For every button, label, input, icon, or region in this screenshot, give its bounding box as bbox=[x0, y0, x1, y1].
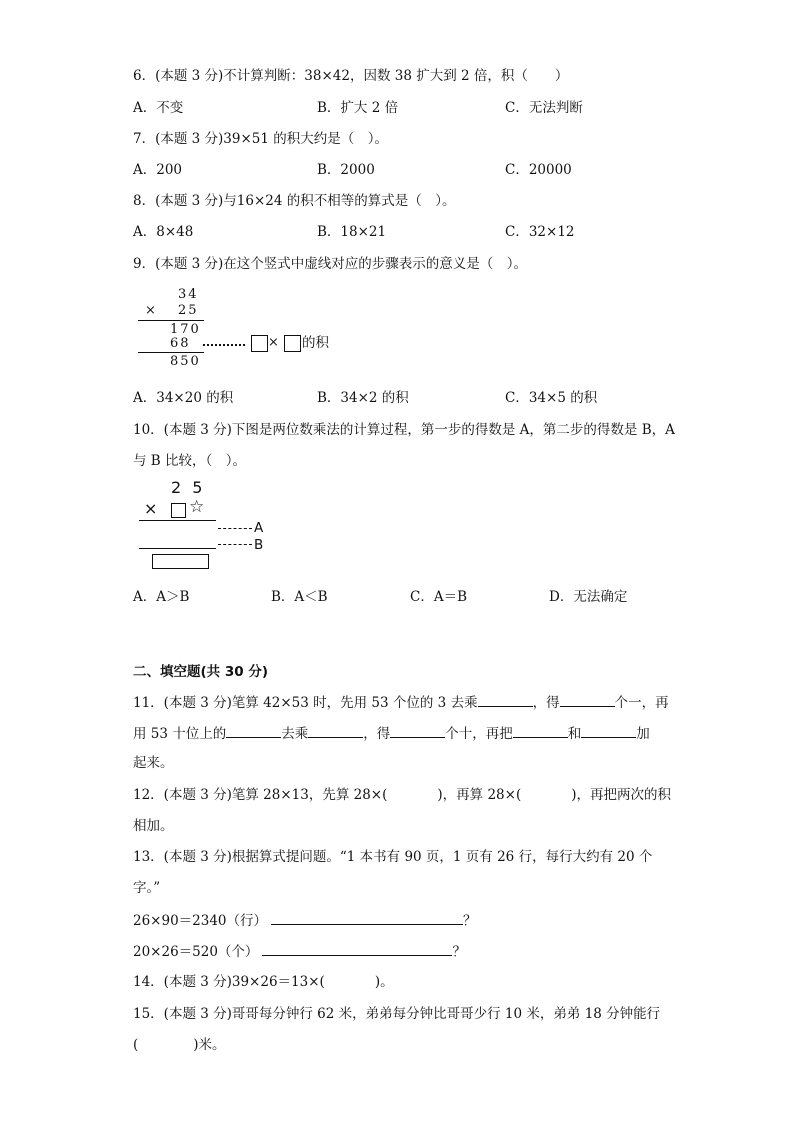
q13-line2: 字。” bbox=[133, 880, 161, 896]
q10-option-c[interactable]: C．A＝B bbox=[410, 589, 467, 605]
q10-stem-line1: 10．(本题 3 分)下图是两位数乘法的计算过程，第一步的得数是 A，第二步的得数是 B，A bbox=[133, 422, 675, 438]
q9-blank-box-1[interactable] bbox=[251, 335, 268, 352]
q11-blank-4[interactable] bbox=[308, 723, 363, 738]
q11-line1: 11．(本题 3 分)笔算 42×53 时，先用 53 个位的 3 去乘 ，得 个一，再 bbox=[133, 692, 669, 712]
q11-blank-6[interactable] bbox=[513, 723, 568, 738]
q13-question-blank-2[interactable] bbox=[262, 941, 452, 956]
q10-multiplicand: 2 5 bbox=[171, 478, 206, 497]
q7-option-b[interactable]: B．2000 bbox=[317, 162, 375, 178]
q8-stem: 8．(本题 3 分)与16×24 的积不相等的算式是（ ）。 bbox=[133, 193, 456, 209]
q9-partial-2: 68 bbox=[170, 336, 191, 351]
q10-dash-a bbox=[218, 528, 252, 529]
q11-blank-3[interactable] bbox=[226, 723, 281, 738]
q9-option-b[interactable]: B．34×2 的积 bbox=[317, 390, 409, 406]
q9-rule-2 bbox=[138, 352, 204, 353]
q9-times-small: × bbox=[268, 335, 279, 350]
q13-question-blank-1[interactable] bbox=[271, 910, 463, 925]
q7-stem: 7．(本题 3 分)39×51 的积大约是（ ）。 bbox=[133, 131, 389, 147]
q13-line1: 13．(本题 3 分)根据算式提问题。“1 本书有 90 页，1 页有 26 行，每行大约有 20 个 bbox=[133, 849, 653, 865]
q9-multiplier: 25 bbox=[178, 303, 199, 318]
q10-dash-b bbox=[218, 544, 252, 545]
q6-option-a[interactable]: A．不变 bbox=[133, 100, 184, 116]
q13-equation-1: 26×90＝2340（行） ？ bbox=[133, 910, 477, 930]
q9-blank-box-2[interactable] bbox=[284, 335, 301, 352]
q8-option-b[interactable]: B．18×21 bbox=[317, 224, 387, 240]
q10-rule-2 bbox=[139, 548, 216, 549]
q12-line2: 相加。 bbox=[133, 818, 174, 834]
q11-blank-5[interactable] bbox=[390, 723, 445, 738]
q10-star-icon: ☆ bbox=[189, 497, 205, 517]
q6-option-b[interactable]: B．扩大 2 倍 bbox=[317, 100, 399, 116]
q10-option-a[interactable]: A．A＞B bbox=[133, 589, 190, 605]
q9-suffix: 的积 bbox=[302, 335, 329, 351]
q9-option-c[interactable]: C．34×5 的积 bbox=[505, 390, 598, 406]
q15-line1: 15．(本题 3 分)哥哥每分钟行 62 米，弟弟每分钟比哥哥少行 10 米，弟弟 18 分钟能行 bbox=[133, 1006, 661, 1022]
q12-line1: 12．(本题 3 分)笔算 28×13，先算 28×( )，再算 28×( )，再把两次的积 bbox=[133, 787, 671, 803]
q10-blank-tens-box[interactable] bbox=[171, 503, 186, 518]
q11-line3: 起来。 bbox=[133, 755, 174, 771]
q10-times-sign: × bbox=[144, 499, 158, 518]
q7-option-c[interactable]: C．20000 bbox=[505, 162, 572, 178]
q9-dotted-pointer bbox=[203, 344, 245, 346]
q6-stem: 6．(本题 3 分)不计算判断：38×42，因数 38 扩大到 2 倍，积（ ） bbox=[133, 68, 569, 84]
q10-label-b: B bbox=[254, 537, 264, 553]
section-title-fill-in: 二、填空题(共 30 分) bbox=[133, 664, 269, 680]
q11-blank-2[interactable] bbox=[560, 692, 615, 707]
q10-label-a: A bbox=[254, 520, 264, 536]
q9-rule-1 bbox=[138, 320, 204, 321]
q9-stem: 9．(本题 3 分)在这个竖式中虚线对应的步骤表示的意义是（ ）。 bbox=[133, 256, 528, 272]
q11-line2: 用 53 十位上的 去乘 ，得 个十，再把 和 加 bbox=[133, 723, 650, 743]
q10-option-d[interactable]: D．无法确定 bbox=[549, 589, 628, 605]
q13-equation-2: 20×26＝520（个） ？ bbox=[133, 941, 466, 961]
q11-blank-1[interactable] bbox=[478, 692, 533, 707]
q14-line: 14．(本题 3 分)39×26＝13×( )。 bbox=[133, 974, 394, 990]
q10-option-b[interactable]: B．A＜B bbox=[271, 589, 328, 605]
q7-option-a[interactable]: A．200 bbox=[133, 162, 183, 178]
q9-option-a[interactable]: A．34×20 的积 bbox=[133, 390, 234, 406]
q11-blank-7[interactable] bbox=[581, 723, 636, 738]
q10-product-box[interactable] bbox=[152, 554, 209, 569]
q9-product: 850 bbox=[170, 354, 201, 369]
q10-rule-1 bbox=[139, 520, 216, 521]
q9-partial-1: 170 bbox=[170, 322, 201, 337]
q6-option-c[interactable]: C．无法判断 bbox=[505, 100, 583, 116]
q9-multiplicand: 34 bbox=[178, 287, 199, 302]
q8-option-a[interactable]: A．8×48 bbox=[133, 224, 194, 240]
q9-times-sign: × bbox=[145, 303, 158, 318]
q8-option-c[interactable]: C．32×12 bbox=[505, 224, 575, 240]
q10-stem-line2: 与 B 比较，（ ）。 bbox=[133, 453, 247, 469]
q15-line2: ( )米。 bbox=[133, 1037, 226, 1053]
